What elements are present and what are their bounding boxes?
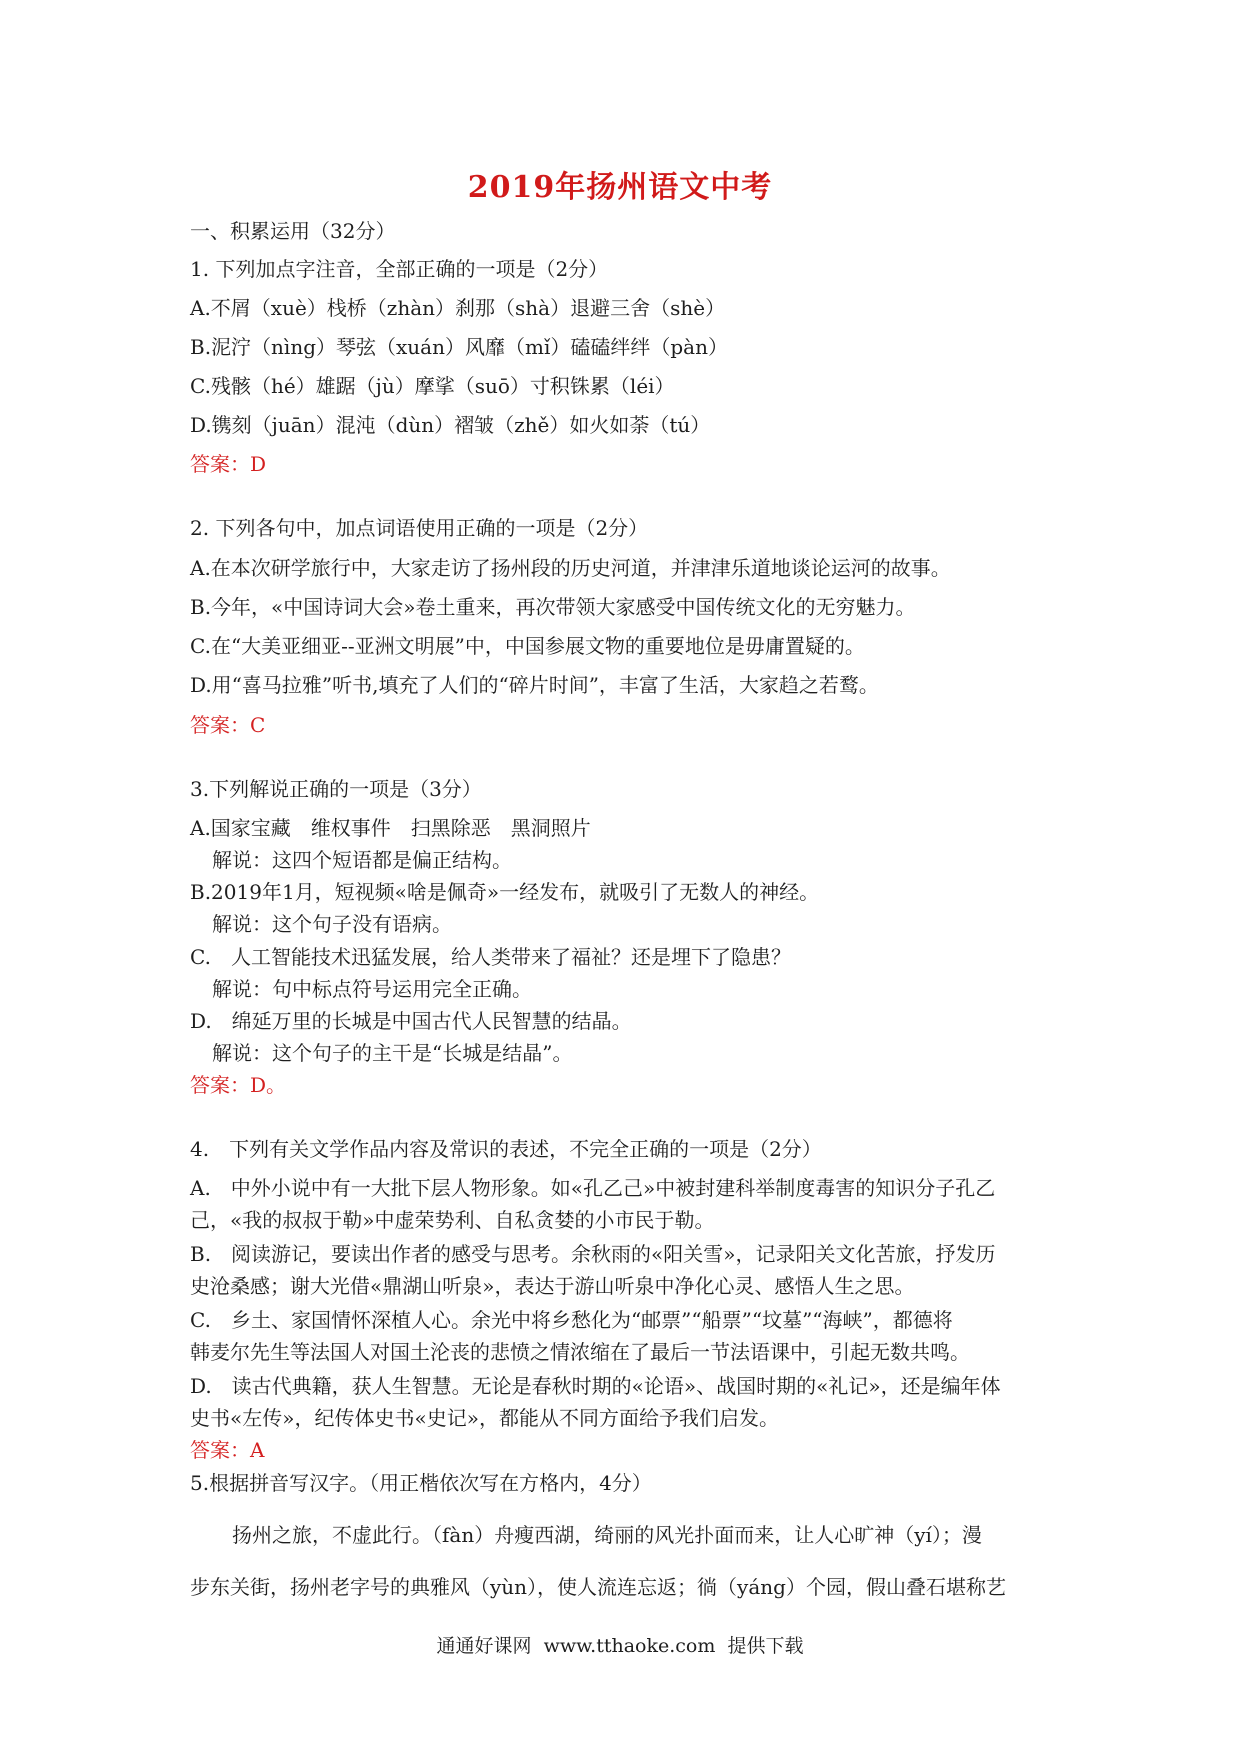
question-3-explanation-d: 解说：这个句子的主干是“长城是结晶”。 bbox=[212, 1041, 573, 1065]
question-5-passage-line-1: 扬州之旅，不虚此行。（fàn）舟瘦西湖，绮丽的风光扑面而来，让人心旷神（yí）；漫 bbox=[232, 1523, 982, 1547]
question-3-option-c: C. 人工智能技术迅猛发展，给人类带来了福祉？还是埋下了隐患？ bbox=[190, 945, 791, 969]
question-3: 3.下列解说正确的一项是（3分） bbox=[190, 777, 482, 801]
page-footer: 通通好课网 www.tthaoke.com 提供下载 bbox=[436, 1635, 804, 1657]
question-3-option-a: A.国家宝藏 维权事件 扫黑除恶 黑洞照片 bbox=[190, 816, 591, 840]
question-4-option-d-line-1: D. 读古代典籍，获人生智慧。无论是春秋时期的«论语»、战国时期的«礼记»，还是编年体 bbox=[190, 1374, 1001, 1398]
question-2: 2. 下列各句中，加点词语使用正确的一项是（2分） bbox=[190, 516, 649, 540]
question-3-explanation-b: 解说：这个句子没有语病。 bbox=[212, 912, 452, 936]
page-title: 2019年扬州语文中考 bbox=[467, 170, 773, 205]
question-2-option-d: D.用“喜马拉雅”听书,填充了人们的“碎片时间”，丰富了生活，大家趋之若鹜。 bbox=[190, 673, 879, 697]
answer-3: 答案：D。 bbox=[190, 1073, 287, 1097]
question-3-explanation-a: 解说：这四个短语都是偏正结构。 bbox=[212, 848, 512, 872]
question-5: 5.根据拼音写汉字。（用正楷依次写在方格内，4分） bbox=[190, 1471, 652, 1495]
question-4-option-b-line-1: B. 阅读游记，要读出作者的感受与思考。余秋雨的«阳关雪»，记录阳关文化苦旅，抒发历 bbox=[190, 1242, 996, 1266]
answer-2: 答案：C bbox=[190, 713, 266, 737]
question-2-option-c: C.在“大美亚细亚--亚洲文明展”中，中国参展文物的重要地位是毋庸置疑的。 bbox=[190, 634, 865, 658]
question-2-option-a: A.在本次研学旅行中，大家走访了扬州段的历史河道，并津津乐道地谈论运河的故事。 bbox=[190, 556, 951, 580]
question-4-option-a-line-1: A. 中外小说中有一大批下层人物形象。如«孔乙己»中被封建科举制度毒害的知识分子孔乙 bbox=[190, 1176, 996, 1200]
section-heading: 一、积累运用（32分） bbox=[190, 219, 396, 243]
answer-1: 答案：D bbox=[190, 452, 267, 476]
question-3-option-d: D. 绵延万里的长城是中国古代人民智慧的结晶。 bbox=[190, 1009, 632, 1033]
question-2-option-b: B.今年，«中国诗词大会»卷土重来，再次带领大家感受中国传统文化的无穷魅力。 bbox=[190, 595, 916, 619]
question-4-option-c-line-2: 韩麦尔先生等法国人对国土沦丧的悲愤之情浓缩在了最后一节法语课中，引起无数共鸣。 bbox=[190, 1340, 970, 1364]
question-3-explanation-c: 解说：句中标点符号运用完全正确。 bbox=[212, 977, 532, 1001]
question-5-passage-line-2: 步东关街，扬州老字号的典雅风（yùn），使人流连忘返；徜（yáng）个园，假山叠石堪称艺 bbox=[190, 1575, 1006, 1599]
question-4-option-a-line-2: 己，«我的叔叔于勒»中虚荣势利、自私贪婪的小市民于勒。 bbox=[190, 1208, 715, 1232]
question-1-option-c: C.残骸（hé）雄踞（jù）摩挲（suō）寸积铢累（léi） bbox=[190, 374, 675, 398]
question-4: 4. 下列有关文学作品内容及常识的表述，不完全正确的一项是（2分） bbox=[190, 1137, 822, 1161]
answer-4: 答案：A bbox=[190, 1438, 265, 1462]
question-1: 1. 下列加点字注音，全部正确的一项是（2分） bbox=[190, 257, 609, 281]
question-1-option-a: A.不屑（xuè）栈桥（zhàn）刹那（shà）退避三舍（shè） bbox=[190, 296, 726, 320]
question-1-option-b: B.泥泞（nìng）琴弦（xuán）风靡（mǐ）磕磕绊绊（pàn） bbox=[190, 335, 728, 359]
question-4-option-d-line-2: 史书«左传»，纪传体史书«史记»，都能从不同方面给予我们启发。 bbox=[190, 1406, 779, 1430]
question-3-option-b: B.2019年1月，短视频«啥是佩奇»一经发布，就吸引了无数人的神经。 bbox=[190, 880, 820, 904]
question-4-option-c-line-1: C. 乡土、家国情怀深植人心。余光中将乡愁化为“邮票”“船票”“坟墓”“海峡”，都德将 bbox=[190, 1308, 953, 1332]
question-4-option-b-line-2: 史沧桑感；谢大光借«鼎湖山听泉»，表达于游山听泉中净化心灵、感悟人生之思。 bbox=[190, 1274, 915, 1298]
question-1-option-d: D.镌刻（juān）混沌（dùn）褶皱（zhě）如火如荼（tú） bbox=[190, 413, 711, 437]
